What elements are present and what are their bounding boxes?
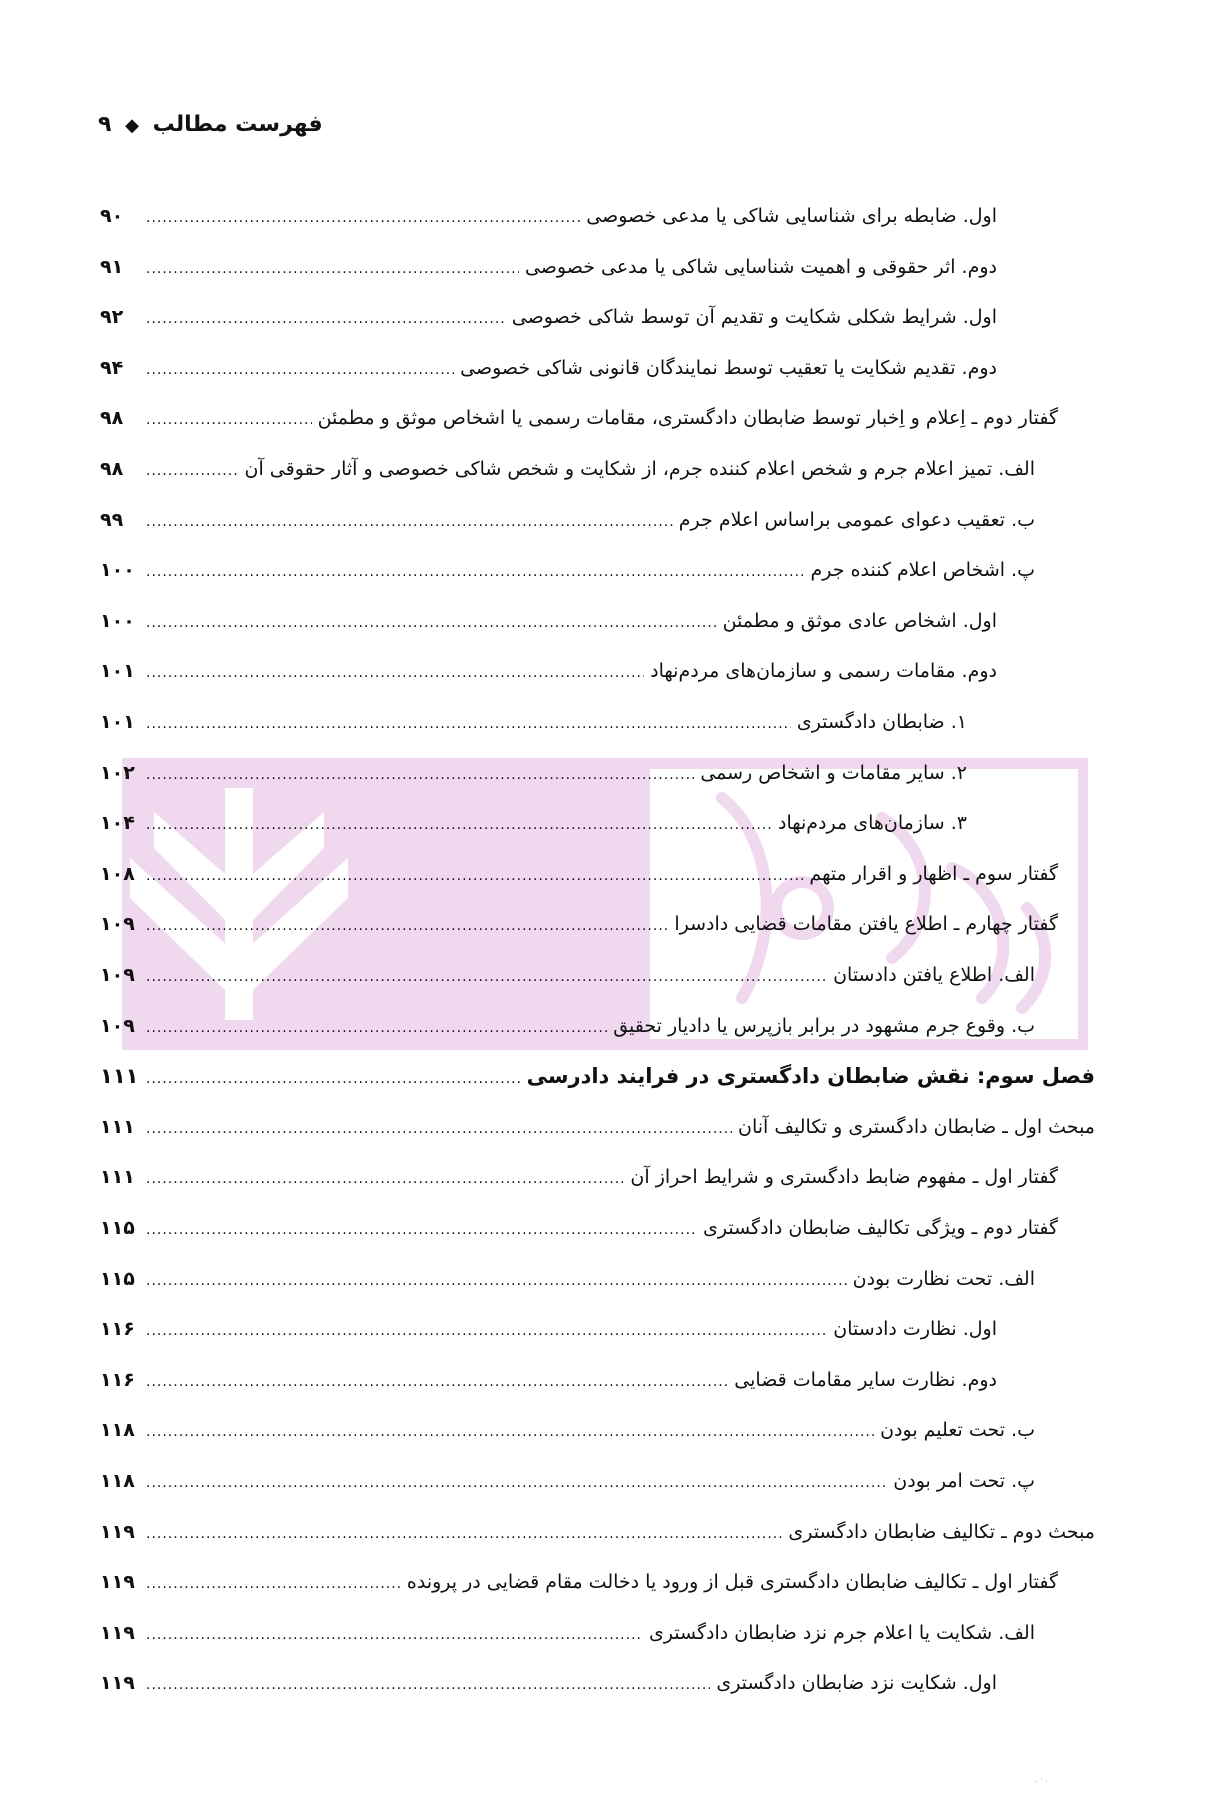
dot-leader (146, 1365, 728, 1399)
toc-entry[interactable] (100, 1363, 997, 1397)
toc-entry-page: ۱۱۵ (100, 1268, 135, 1290)
toc-entry[interactable] (100, 1160, 1058, 1194)
toc-entry[interactable] (100, 1009, 1035, 1043)
dot-leader (146, 555, 805, 589)
toc-entry[interactable] (100, 756, 967, 790)
scan-specks: . · . (1035, 1775, 1048, 1784)
toc-entry-title: اول. ضابطه برای شناسایی شاکی یا مدعی خصوصی (586, 205, 997, 227)
toc-entry-page: ۱۰۰ (100, 610, 135, 632)
toc-entry-title: ۱. ضابطان دادگستری (796, 711, 967, 733)
dot-leader (146, 1213, 697, 1247)
toc-entry-title: اول. نظارت دادستان (833, 1318, 997, 1340)
toc-entry-title: گفتار اول ـ تکالیف ضابطان دادگستری قبل از ورود یا دخالت مقام قضایی در پرونده (406, 1571, 1058, 1593)
toc-entry-title: ب. تعقیب دعوای عمومی براساس اعلام جرم (678, 509, 1035, 531)
toc-entry-title: ۲. سایر مقامات و اشخاص رسمی (700, 762, 967, 784)
toc-entry[interactable] (100, 1666, 997, 1700)
toc-entry-title: دوم. مقامات رسمی و سازمان‌های مردم‌نهاد (650, 660, 997, 682)
toc-entry[interactable] (100, 907, 1058, 941)
dot-leader (146, 1062, 521, 1096)
dot-leader (146, 859, 803, 893)
dot-leader (146, 1618, 643, 1652)
toc-entry-page: ۱۰۴ (100, 812, 135, 834)
toc-entry-title: گفتار دوم ـ ویژگی تکالیف ضابطان دادگستری (703, 1217, 1058, 1239)
toc-entry-page: ۱۱۱ (100, 1116, 135, 1138)
dot-leader (146, 1011, 607, 1045)
toc-entry-title: ب. وقوع جرم مشهود در برابر بازپرس یا دادیار تحقیق (613, 1015, 1035, 1037)
toc-entry-page: ۱۱۹ (100, 1571, 135, 1593)
toc-entry-page: ۹۰ (100, 205, 124, 227)
dot-leader (146, 403, 312, 437)
toc-entry-title: دوم. نظارت سایر مقامات قضایی (734, 1369, 997, 1391)
toc-entry[interactable] (100, 1110, 1095, 1144)
toc-entry-page: ۱۰۱ (100, 660, 135, 682)
toc-entry-title: گفتار سوم ـ اظهار و اقرار متهم (809, 863, 1058, 885)
toc-entry[interactable] (100, 1211, 1058, 1245)
toc-entry[interactable] (100, 553, 1035, 587)
dot-leader (146, 1567, 401, 1601)
toc-entry-page: ۹۲ (100, 306, 124, 328)
dot-leader (146, 353, 454, 387)
toc-entry-title: پ. اشخاص اعلام کننده جرم (810, 559, 1035, 581)
dot-leader (146, 808, 772, 842)
toc-entry[interactable] (100, 401, 1058, 435)
toc-entry-page: ۱۱۹ (100, 1622, 135, 1644)
toc-entry[interactable] (100, 503, 1035, 537)
dot-leader (146, 1415, 874, 1449)
toc-entry[interactable] (100, 1515, 1095, 1549)
dot-leader (146, 758, 694, 792)
toc-entry[interactable] (100, 199, 997, 233)
dot-leader (146, 1112, 732, 1146)
toc-entry-title: الف. تمیز اعلام جرم و شخص اعلام کننده جرم، از شکایت و شخص شاکی خصوصی و آثار حقوقی آن (244, 458, 1035, 480)
toc-entry[interactable] (100, 452, 1035, 486)
toc-entry-page: ۹۸ (100, 458, 124, 480)
toc-entry[interactable] (100, 604, 997, 638)
toc-entry-page: ۹۸ (100, 407, 124, 429)
dot-leader (146, 454, 239, 488)
toc-entry-title: گفتار چهارم ـ اطلاع یافتن مقامات قضایی دادسرا (674, 913, 1058, 935)
toc-entry-title: ب. تحت تعلیم بودن (880, 1419, 1035, 1441)
dot-leader (146, 909, 668, 943)
toc-entry-title: دوم. تقدیم شکایت یا تعقیب توسط نمایندگان قانونی شاکی خصوصی (460, 357, 997, 379)
toc-entry-title: دوم. اثر حقوقی و اهمیت شناسایی شاکی یا مدعی خصوصی (524, 256, 997, 278)
toc-entry-page: ۹۹ (100, 509, 124, 531)
toc-entry[interactable] (100, 806, 967, 840)
toc-entry[interactable] (100, 1312, 997, 1346)
dot-leader (146, 1466, 887, 1500)
toc-entry-page: ۱۱۹ (100, 1672, 135, 1694)
toc-entry-title: اول. شرایط شکلی شکایت و تقدیم آن توسط شاکی خصوصی (511, 306, 997, 328)
toc-entry[interactable] (100, 1565, 1058, 1599)
dot-leader (146, 201, 580, 235)
toc-entry[interactable] (100, 1616, 1035, 1650)
dot-leader (146, 656, 644, 690)
dot-leader (146, 505, 673, 539)
dot-leader (146, 1162, 624, 1196)
toc-entry-title: الف. شکایت یا اعلام جرم نزد ضابطان دادگستری (648, 1622, 1035, 1644)
toc-entry-page: ۱۱۶ (100, 1318, 135, 1340)
header-page-number: ۹ (98, 112, 112, 137)
toc-entry-title: الف. اطلاع یافتن دادستان (833, 964, 1035, 986)
toc-entry[interactable] (100, 1464, 1035, 1498)
toc-entry-title: پ. تحت امر بودن (893, 1470, 1035, 1492)
toc-entry-page: ۹۴ (100, 357, 124, 379)
dot-leader (146, 1314, 827, 1348)
toc-entry-page: ۱۱۹ (100, 1521, 135, 1543)
toc-entry-page: ۱۱۶ (100, 1369, 135, 1391)
toc-entry-title: مبحث اول ـ ضابطان دادگستری و تکالیف آنان (737, 1116, 1095, 1138)
toc-entry-title: مبحث دوم ـ تکالیف ضابطان دادگستری (788, 1521, 1095, 1543)
dot-leader (146, 1264, 847, 1298)
toc-entry-title: فصل سوم: نقش ضابطان دادگستری در فرایند دادرسی (526, 1064, 1095, 1088)
toc-entry-title: گفتار اول ـ مفهوم ضابط دادگستری و شرایط احراز آن (630, 1166, 1058, 1188)
toc-entry-page: ۱۱۱ (100, 1064, 139, 1088)
toc-entry-title: ۳. سازمان‌های مردم‌نهاد (777, 812, 967, 834)
toc-entry[interactable] (100, 1413, 1035, 1447)
dot-leader (146, 252, 519, 286)
toc-entry-title: اول. شکایت نزد ضابطان دادگستری (716, 1672, 997, 1694)
toc-entry[interactable] (100, 1262, 1035, 1296)
toc-entry[interactable] (100, 958, 1035, 992)
toc-entry-page: ۱۰۸ (100, 863, 135, 885)
toc-entry[interactable] (100, 351, 997, 385)
toc-entry-page: ۱۰۹ (100, 913, 135, 935)
toc-entry-title: گفتار دوم ـ اِعلام و اِخبار توسط ضابطان دادگستری، مقامات رسمی یا اشخاص موثق و مطمئن (317, 407, 1058, 429)
toc-entry-page: ۹۱ (100, 256, 124, 278)
dot-leader (146, 606, 717, 640)
toc-entry[interactable] (100, 300, 997, 334)
toc-entry-page: ۱۰۹ (100, 964, 135, 986)
toc-entry-page: ۱۰۲ (100, 762, 135, 784)
toc-entry-page: ۱۰۹ (100, 1015, 135, 1037)
toc-entry[interactable] (100, 654, 997, 688)
toc-entry-page: ۱۱۱ (100, 1166, 135, 1188)
toc-entry-page: ۱۰۰ (100, 559, 135, 581)
header-title: فهرست مطالب (152, 112, 323, 137)
toc-entry[interactable] (100, 1059, 1095, 1093)
dot-leader (146, 707, 791, 741)
toc-entry-page: ۱۱۸ (100, 1470, 135, 1492)
dot-leader (146, 1668, 710, 1702)
diamond-icon: ◆ (125, 115, 139, 136)
toc-entry-page: ۱۱۸ (100, 1419, 135, 1441)
toc-entry[interactable] (100, 705, 967, 739)
dot-leader (146, 1517, 782, 1551)
toc-entry-page: ۱۰۱ (100, 711, 135, 733)
dot-leader (146, 960, 827, 994)
dot-leader (146, 302, 506, 336)
toc-entry[interactable] (100, 857, 1058, 891)
toc-entry-title: الف. تحت نظارت بودن (852, 1268, 1035, 1290)
toc-entry-page: ۱۱۵ (100, 1217, 135, 1239)
toc-entry-title: اول. اشخاص عادی موثق و مطمئن (722, 610, 997, 632)
toc-entry[interactable] (100, 250, 997, 284)
